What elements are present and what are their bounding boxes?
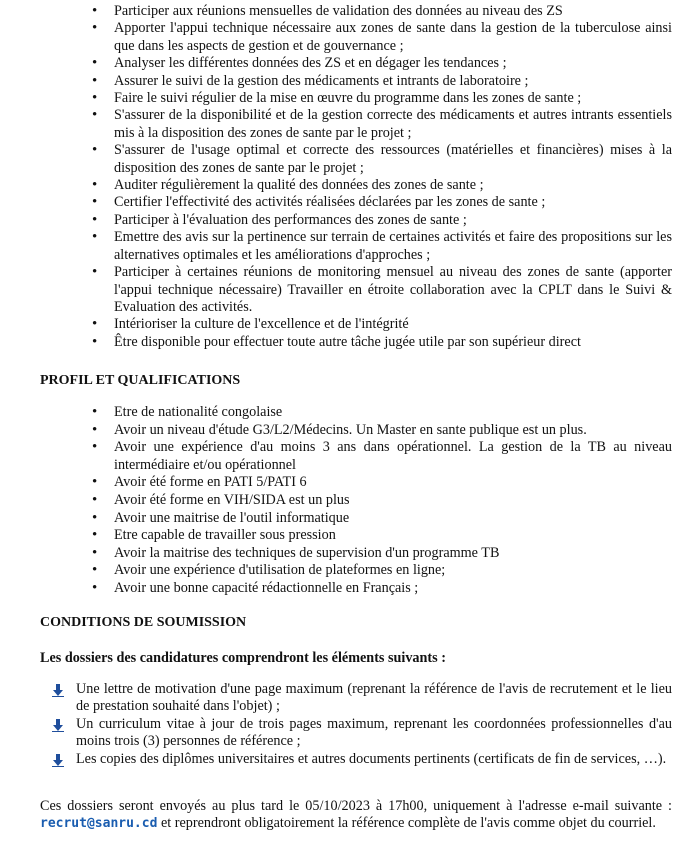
document-text: Une lettre de motivation d'une page maximum (reprenant la référence de l'avis de recrutement et le lieu de prestation souhaité dans l'objet) ; bbox=[76, 681, 672, 715]
arrow-down-icon bbox=[52, 684, 64, 697]
email-link[interactable]: recrut@sanru.cd bbox=[40, 816, 158, 832]
list-item: • Certifier l'effectivité des activités réalisées déclarées par les zones de sante ; bbox=[92, 194, 672, 211]
list-item: • Intérioriser la culture de l'excellence et de l'intégrité bbox=[92, 316, 672, 333]
list-item: • Participer à certaines réunions de monitoring mensuel au niveau des zones de sante (apporter l'appui technique nécessaire) Travailler en étroite collaboration avec la CPLT dans le Suivi & Evaluation des activités. bbox=[92, 264, 672, 316]
list-item: • Analyser les différentes données des ZS et en dégager les tendances ; bbox=[92, 55, 672, 72]
list-item: • Avoir été forme en VIH/SIDA est un plus bbox=[92, 492, 672, 510]
arrow-down-icon bbox=[52, 754, 64, 767]
list-item: • Etre de nationalité congolaise bbox=[92, 404, 672, 422]
section-heading-conditions: CONDITIONS DE SOUMISSION bbox=[40, 615, 247, 630]
profil-list bbox=[92, 404, 672, 598]
list-item: • Avoir une bonne capacité rédactionnelle en Français ; bbox=[92, 580, 672, 598]
list-item: • Avoir la maitrise des techniques de supervision d'un programme TB bbox=[92, 545, 672, 563]
list-item: • Apporter l'appui technique nécessaire aux zones de sante dans la gestion de la tuberculose ainsi que dans les aspects de gestion et de gouvernance ; bbox=[92, 20, 672, 55]
list-item bbox=[52, 681, 672, 716]
list-item: • Etre capable de travailler sous pression bbox=[92, 527, 672, 545]
responsibilities-list bbox=[92, 3, 672, 351]
list-item: • Faire le suivi régulier de la mise en œuvre du programme dans les zones de sante ; bbox=[92, 90, 672, 107]
list-item: • Avoir une expérience d'utilisation de plateformes en ligne; bbox=[92, 562, 672, 580]
document-text: Un curriculum vitae à jour de trois pages maximum, reprenant les coordonnées professionnelles d'au moins trois (3) personnes de référence ; bbox=[76, 715, 672, 750]
list-item: • S'assurer de la disponibilité et de la gestion correcte des médicaments et autres intrants essentiels mis à la disposition des zones de sante par le projet ; bbox=[92, 107, 672, 142]
documents-intro: Les dossiers des candidatures comprendront les éléments suivants : bbox=[40, 650, 446, 666]
list-item: • Auditer régulièrement la qualité des données des zones de sante ; bbox=[92, 177, 672, 194]
list-item bbox=[52, 751, 672, 768]
list-item bbox=[52, 716, 672, 751]
list-item: • S'assurer de l'usage optimal et correcte des ressources (matérielles et financières) mises à la disposition des zones de sante par le projet ; bbox=[92, 142, 672, 177]
list-item: • Avoir une expérience d'au moins 3 ans dans opérationnel. La gestion de la TB au niveau intermédiaire et/ou opérationnel bbox=[92, 439, 672, 474]
arrow-down-icon bbox=[52, 719, 64, 732]
section-heading-profil: PROFIL ET QUALIFICATIONS bbox=[40, 373, 241, 388]
list-item: • Emettre des avis sur la pertinence sur terrain de certaines activités et faire des propositions sur les alternatives optimales et les améliorations d'approches ; bbox=[92, 229, 672, 264]
list-item: • Avoir un niveau d'étude G3/L2/Médecins. Un Master en sante publique est un plus. bbox=[92, 422, 672, 440]
list-item: • Participer à l'évaluation des performances des zones de sante ; bbox=[92, 212, 672, 229]
list-item: • Assurer le suivi de la gestion des médicaments et intrants de laboratoire ; bbox=[92, 73, 672, 90]
closing-text-before: Ces dossiers seront envoyés au plus tard le 05/10/2023 à 17h00, uniquement à l'adresse e-mail suivante : bbox=[40, 798, 672, 814]
documents-list bbox=[52, 681, 672, 768]
list-item: • Participer aux réunions mensuelles de validation des données au niveau des ZS bbox=[92, 3, 672, 20]
closing-paragraph bbox=[40, 798, 672, 833]
list-item: • Avoir une maitrise de l'outil informatique bbox=[92, 510, 672, 528]
list-item: • Avoir été forme en PATI 5/PATI 6 bbox=[92, 474, 672, 492]
list-item: • Être disponible pour effectuer toute autre tâche jugée utile par son supérieur direct bbox=[92, 334, 672, 351]
closing-text-after: et reprendront obligatoirement la référence complète de l'avis comme objet du courriel. bbox=[157, 815, 656, 832]
document-text: Les copies des diplômes universitaires et autres documents pertinents (certificats de fin de services, …). bbox=[76, 750, 667, 767]
